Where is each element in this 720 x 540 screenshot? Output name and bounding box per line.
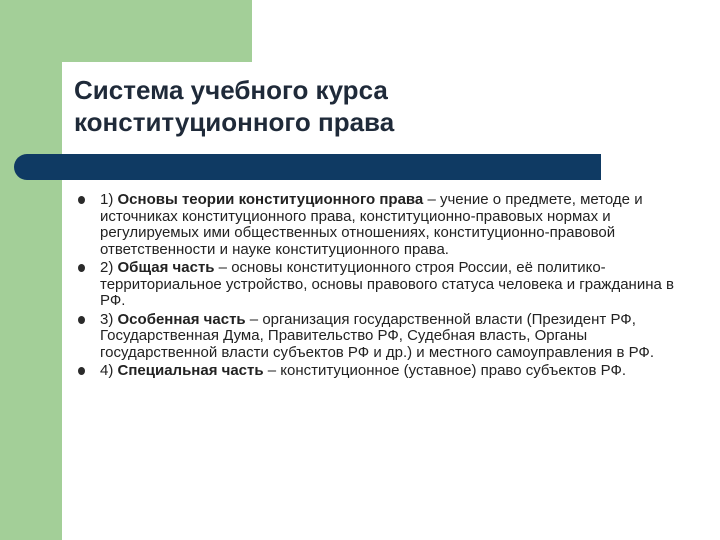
item-text: – организация государственной власти (Президент РФ, Государственная Дума, Правительство РФ, Судебная власть, Органы государственной власти субъектов РФ и др.) и местного самоуправления в РФ.: [100, 310, 654, 361]
item-heading: Специальная часть: [117, 362, 264, 379]
bullet-icon: [78, 264, 85, 272]
title-divider-bar: [14, 154, 601, 180]
item-number: 4): [100, 362, 118, 379]
bullet-icon: [78, 367, 85, 375]
list-item-2: [74, 260, 694, 310]
item-heading: Общая часть: [117, 259, 215, 276]
decorative-green-strip-left: [0, 0, 62, 540]
item-heading: Основы теории конституционного права: [117, 191, 424, 208]
item-text: – учение о предмете, методе и источниках конституционного права, конституционно-правовых нормах и регулируемых ими общественных отношениях, конституционно-правовой ответственности и науке конституционного права.: [100, 191, 643, 258]
content-list: [74, 192, 694, 382]
bullet-icon: [78, 196, 85, 204]
list-item-1: [74, 192, 694, 258]
slide-title-line-1: Система учебного курса: [74, 75, 388, 105]
item-text: – основы конституционного строя России, её политико-территориальное устройство, основы правового статуса человека и гражданина в РФ.: [100, 259, 674, 309]
item-number: 1): [100, 191, 118, 208]
item-number: 3): [100, 310, 118, 328]
item-number: 2): [100, 259, 118, 276]
item-heading: Особенная часть: [117, 310, 246, 328]
bullet-icon: [78, 316, 85, 324]
list-item-4: [74, 363, 694, 380]
slide-title: [74, 74, 704, 138]
slide-title-line-2: конституционного права: [74, 107, 395, 137]
item-text: – конституционное (уставное) право субъектов РФ.: [263, 362, 627, 379]
list-item-3: [74, 312, 694, 362]
